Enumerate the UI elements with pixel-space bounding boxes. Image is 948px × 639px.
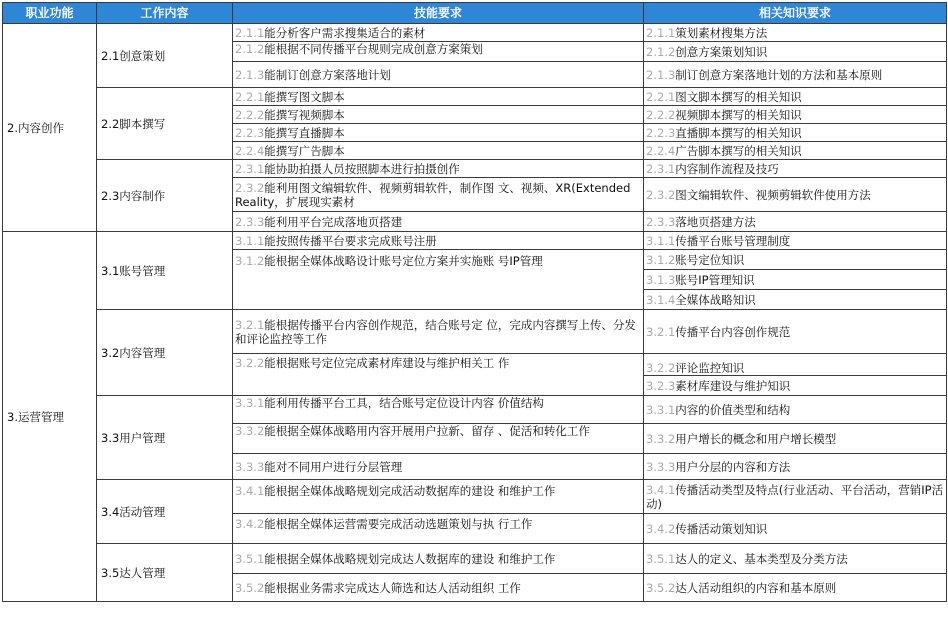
skill-code: 2.3.1 bbox=[235, 161, 265, 176]
knowledge-text: 账号定位知识 bbox=[675, 252, 745, 267]
skill-code: 3.3.2 bbox=[235, 424, 265, 438]
skill-cell bbox=[233, 514, 644, 544]
knowledge-text: 达人的定义、基本类型及分类方法 bbox=[675, 551, 848, 566]
skill-code: 3.5.1 bbox=[235, 551, 265, 566]
skill-cell bbox=[233, 396, 644, 424]
knowledge-cell bbox=[644, 62, 947, 88]
work-cell: 3.4活动管理 bbox=[97, 480, 233, 544]
knowledge-cell bbox=[644, 178, 947, 212]
skill-code: 2.1.3 bbox=[235, 67, 265, 82]
knowledge-code: 3.5.1 bbox=[646, 551, 676, 566]
knowledge-text: 视频脚本撰写的相关知识 bbox=[675, 107, 802, 122]
knowledge-text: 制订创意方案落地计划的方法和基本原则 bbox=[675, 67, 883, 82]
skill-cell bbox=[233, 354, 644, 396]
skill-text: 能根据全媒体运营需要完成活动选题策划与执 行工作 bbox=[264, 517, 533, 531]
skill-cell bbox=[233, 142, 644, 160]
skills-table bbox=[2, 2, 947, 602]
knowledge-text: 落地页搭建方法 bbox=[675, 214, 756, 229]
skill-text: 能制订创意方案落地计划 bbox=[264, 67, 391, 82]
skill-cell bbox=[233, 88, 644, 106]
skill-text: 能利用平台完成落地页搭建 bbox=[264, 214, 403, 229]
knowledge-code: 2.3.1 bbox=[646, 161, 676, 176]
skill-code: 3.5.2 bbox=[235, 580, 265, 595]
header-function: 职业功能 bbox=[3, 3, 97, 24]
knowledge-code: 2.2.1 bbox=[646, 89, 676, 104]
knowledge-text: 创意方案策划知识 bbox=[675, 44, 768, 59]
knowledge-code: 2.1.1 bbox=[646, 25, 676, 40]
skill-code: 3.1.1 bbox=[235, 233, 265, 248]
knowledge-code: 3.3.3 bbox=[646, 459, 676, 474]
skill-cell bbox=[233, 62, 644, 88]
skill-cell bbox=[233, 424, 644, 454]
knowledge-text: 广告脚本撰写的相关知识 bbox=[675, 143, 802, 158]
knowledge-text: 全媒体战略知识 bbox=[675, 292, 756, 307]
knowledge-code: 3.1.3 bbox=[646, 272, 676, 287]
knowledge-cell bbox=[644, 354, 947, 376]
work-cell: 2.2脚本撰写 bbox=[97, 88, 233, 160]
skill-code: 3.3.1 bbox=[235, 396, 265, 410]
work-cell: 3.5达人管理 bbox=[97, 544, 233, 602]
skill-text: 能按照传播平台要求完成账号注册 bbox=[264, 233, 437, 248]
skill-text: 能根据不同传播平台规则完成创意方案策划 bbox=[264, 42, 483, 56]
function-cell: 2.内容创作 bbox=[3, 24, 97, 232]
knowledge-code: 2.2.4 bbox=[646, 143, 676, 158]
skill-code: 2.1.2 bbox=[235, 42, 265, 56]
skill-code: 2.2.1 bbox=[235, 89, 265, 104]
knowledge-cell bbox=[644, 250, 947, 270]
knowledge-text: 评论监控知识 bbox=[675, 361, 745, 375]
knowledge-code: 3.1.2 bbox=[646, 252, 676, 267]
skill-code: 2.1.1 bbox=[235, 25, 265, 40]
skill-code: 2.2.4 bbox=[235, 143, 265, 158]
knowledge-code: 2.1.3 bbox=[646, 67, 676, 82]
skill-code: 3.2.2 bbox=[235, 356, 265, 370]
work-cell: 3.2内容管理 bbox=[97, 310, 233, 396]
knowledge-cell bbox=[644, 396, 947, 424]
skill-text: 能根据全媒体战略用内容开展用户拉新、留存 、促活和转化工作 bbox=[264, 424, 590, 438]
knowledge-cell bbox=[644, 454, 947, 480]
knowledge-code: 3.2.2 bbox=[646, 361, 676, 375]
knowledge-code: 2.2.2 bbox=[646, 107, 676, 122]
knowledge-cell bbox=[644, 310, 947, 354]
skill-code: 3.4.1 bbox=[235, 484, 265, 498]
knowledge-code: 3.1.4 bbox=[646, 292, 676, 307]
knowledge-cell bbox=[644, 160, 947, 178]
knowledge-cell bbox=[644, 574, 947, 602]
skill-cell bbox=[233, 178, 644, 212]
skill-text: 能撰写视频脚本 bbox=[264, 107, 345, 122]
skill-text: 能根据全媒体战略设计账号定位方案并实施账 号IP管理 bbox=[264, 254, 543, 268]
knowledge-cell bbox=[644, 424, 947, 454]
skill-code: 2.3.3 bbox=[235, 214, 265, 229]
knowledge-text: 传播活动策划知识 bbox=[675, 521, 768, 536]
skill-text: 能根据全媒体战略规划完成达人数据库的建设 和维护工作 bbox=[264, 551, 556, 566]
knowledge-cell bbox=[644, 480, 947, 514]
knowledge-code: 2.3.2 bbox=[646, 187, 676, 202]
header-skills: 技能要求 bbox=[233, 3, 644, 24]
skill-text: 能撰写图文脚本 bbox=[264, 89, 345, 104]
skill-cell bbox=[233, 124, 644, 142]
knowledge-code: 2.1.2 bbox=[646, 44, 676, 59]
knowledge-cell bbox=[644, 88, 947, 106]
skill-cell bbox=[233, 310, 644, 354]
knowledge-text: 用户增长的概念和用户增长模型 bbox=[675, 431, 837, 446]
knowledge-text: 用户分层的内容和方法 bbox=[675, 459, 791, 474]
header-work: 工作内容 bbox=[97, 3, 233, 24]
knowledge-cell bbox=[644, 376, 947, 396]
skill-code: 2.2.2 bbox=[235, 107, 265, 122]
knowledge-cell bbox=[644, 544, 947, 574]
knowledge-code: 2.2.3 bbox=[646, 125, 676, 140]
skill-code: 2.2.3 bbox=[235, 125, 265, 140]
skill-code: 3.4.2 bbox=[235, 517, 265, 531]
work-cell: 2.3内容制作 bbox=[97, 160, 233, 232]
knowledge-text: 策划素材搜集方法 bbox=[675, 25, 768, 40]
knowledge-text: 传播平台内容创作规范 bbox=[675, 324, 791, 339]
skill-cell bbox=[233, 106, 644, 124]
skill-text: 能根据业务需求完成达人筛选和达人活动组织 工作 bbox=[264, 580, 521, 595]
skill-code: 3.1.2 bbox=[235, 254, 265, 268]
knowledge-text: 传播平台账号管理制度 bbox=[675, 233, 791, 248]
skill-text: 能利用图文编辑软件、视频剪辑软件，制作图 文、视频、XR(Extended Reality，扩展现实素材 bbox=[235, 180, 631, 209]
work-cell: 3.1账号管理 bbox=[97, 232, 233, 310]
knowledge-code: 3.4.2 bbox=[646, 521, 676, 536]
knowledge-text: 达人活动组织的内容和基本原则 bbox=[675, 580, 837, 595]
knowledge-cell bbox=[644, 142, 947, 160]
knowledge-text: 内容制作流程及技巧 bbox=[675, 161, 779, 176]
skill-cell bbox=[233, 24, 644, 42]
knowledge-text: 图文脚本撰写的相关知识 bbox=[675, 89, 802, 104]
skill-cell bbox=[233, 480, 644, 514]
skill-cell bbox=[233, 232, 644, 250]
work-cell: 2.1创意策划 bbox=[97, 24, 233, 88]
skill-text: 能撰写直播脚本 bbox=[264, 125, 345, 140]
knowledge-cell bbox=[644, 24, 947, 42]
skill-cell bbox=[233, 454, 644, 480]
skill-text: 能根据全媒体战略规划完成活动数据库的建设 和维护工作 bbox=[264, 484, 556, 498]
header-knowledge: 相关知识要求 bbox=[644, 3, 947, 24]
skill-text: 能协助拍摄人员按照脚本进行拍摄创作 bbox=[264, 161, 460, 176]
knowledge-text: 传播活动类型及特点(行业活动、平台活动，营销IP活动) bbox=[646, 482, 944, 511]
skill-cell bbox=[233, 250, 644, 310]
skill-text: 能根据账号定位完成素材库建设与维护相关工 作 bbox=[264, 356, 510, 370]
skill-cell bbox=[233, 574, 644, 602]
skill-cell bbox=[233, 42, 644, 62]
skill-cell bbox=[233, 544, 644, 574]
knowledge-code: 3.3.2 bbox=[646, 431, 676, 446]
knowledge-cell bbox=[644, 106, 947, 124]
knowledge-cell bbox=[644, 212, 947, 232]
work-cell: 3.3用户管理 bbox=[97, 396, 233, 480]
function-cell: 3.运营管理 bbox=[3, 232, 97, 602]
skill-code: 2.3.2 bbox=[235, 180, 265, 195]
knowledge-text: 内容的价值类型和结构 bbox=[675, 402, 791, 417]
knowledge-cell bbox=[644, 290, 947, 310]
knowledge-cell bbox=[644, 124, 947, 142]
skill-text: 能根据传播平台内容创作规范，结合账号定 位，完成内容撰写上传、分发和评论监控等工作 bbox=[235, 317, 636, 346]
knowledge-text: 素材库建设与维护知识 bbox=[675, 378, 791, 393]
knowledge-code: 3.5.2 bbox=[646, 580, 676, 595]
knowledge-code: 3.2.1 bbox=[646, 324, 676, 339]
knowledge-cell bbox=[644, 42, 947, 62]
knowledge-text: 直播脚本撰写的相关知识 bbox=[675, 125, 802, 140]
knowledge-cell bbox=[644, 514, 947, 544]
knowledge-code: 3.2.3 bbox=[646, 378, 676, 393]
skill-cell bbox=[233, 160, 644, 178]
knowledge-text: 图文编辑软件、视频剪辑软件使用方法 bbox=[675, 187, 871, 202]
skill-code: 3.2.1 bbox=[235, 317, 265, 332]
skill-text: 能利用传播平台工具，结合账号定位设计内容 价值结构 bbox=[264, 396, 544, 410]
knowledge-cell bbox=[644, 270, 947, 290]
skill-text: 能分析客户需求搜集适合的素材 bbox=[264, 25, 426, 40]
knowledge-code: 2.3.3 bbox=[646, 214, 676, 229]
skill-cell bbox=[233, 212, 644, 232]
skill-code: 3.3.3 bbox=[235, 459, 265, 474]
knowledge-code: 3.4.1 bbox=[646, 482, 676, 497]
knowledge-text: 账号IP管理知识 bbox=[675, 272, 755, 287]
header-row bbox=[3, 3, 947, 24]
knowledge-code: 3.1.1 bbox=[646, 233, 676, 248]
skill-text: 能对不同用户进行分层管理 bbox=[264, 459, 403, 474]
skill-text: 能撰写广告脚本 bbox=[264, 143, 345, 158]
knowledge-cell bbox=[644, 232, 947, 250]
knowledge-code: 3.3.1 bbox=[646, 402, 676, 417]
